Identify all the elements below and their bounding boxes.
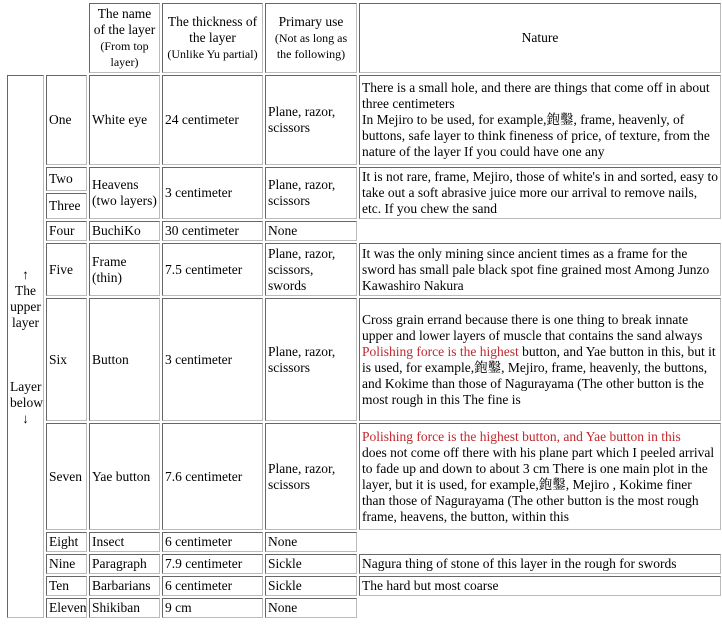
layer-thickness: 7.9 centimeter: [162, 554, 263, 574]
layer-number: Nine: [46, 554, 87, 574]
layer-name: Shikiban: [89, 598, 160, 618]
highlight-text: Polishing force is the highest: [362, 343, 519, 359]
layer-thickness: 6 centimeter: [162, 576, 263, 596]
table-row: [7, 167, 721, 191]
layer-number: Four: [46, 221, 87, 241]
table-row: [7, 423, 721, 530]
table-row: [7, 598, 721, 618]
layer-thickness: 7.5 centimeter: [162, 243, 263, 296]
layer-use: Plane, razor, scissors: [265, 423, 357, 530]
layer-name: Paragraph: [89, 554, 160, 574]
layer-nature: The hard but most coarse: [359, 576, 721, 596]
table-row: [7, 532, 721, 552]
layer-number: Six: [46, 298, 87, 421]
layer-name: Insect: [89, 532, 160, 552]
table-row: [7, 221, 721, 241]
table-row: [7, 75, 721, 165]
layer-nature-empty: [359, 221, 721, 241]
layer-number: Three: [46, 193, 87, 219]
layer-thickness: 3 centimeter: [162, 167, 263, 219]
down-arrow-icon: ↓: [22, 410, 29, 426]
layer-number: Five: [46, 243, 87, 296]
header-blank: [7, 3, 87, 73]
layer-thickness: 9 cm: [162, 598, 263, 618]
layer-number: Two: [46, 167, 87, 191]
layer-number: Eleven: [46, 598, 87, 618]
layer-nature: Nagura thing of stone of this layer in the rough for swords: [359, 554, 721, 574]
layer-use: Plane, razor, scissors: [265, 298, 357, 421]
layer-number: One: [46, 75, 87, 165]
layer-direction-label: [7, 75, 44, 618]
header-row: [7, 3, 721, 73]
layer-use: Plane, razor, scissors: [265, 167, 357, 219]
layer-use: Plane, razor, scissors, swords: [265, 243, 357, 296]
layer-nature-empty: [359, 532, 721, 552]
layer-nature-empty: [359, 598, 721, 618]
layer-use: Sickle: [265, 554, 357, 574]
lower-layer-label: Layer below: [10, 378, 43, 410]
layer-nature: There is a small hole, and there are things that come off in about three centimeters In Mejiro to be used, for example,鉋鑿, frame, heavenly, of buttons, safe layer to think fineness of price, of texture, from the nature of the layer If you could have one any: [359, 75, 721, 165]
layer-number: Seven: [46, 423, 87, 530]
layer-thickness: 30 centimeter: [162, 221, 263, 241]
header-thickness: The thickness of the layer (Unlike Yu partial): [162, 3, 263, 73]
table-row: [7, 576, 721, 596]
layer-use: None: [265, 532, 357, 552]
table-row: [7, 243, 721, 296]
layer-name: Button: [89, 298, 160, 421]
up-arrow-icon: ↑: [22, 266, 29, 282]
table-row: [7, 554, 721, 574]
layer-use: None: [265, 221, 357, 241]
table-row: [7, 298, 721, 421]
layer-thickness: 3 centimeter: [162, 298, 263, 421]
header-use: Primary use (Not as long as the following): [265, 3, 357, 73]
layer-number: Eight: [46, 532, 87, 552]
upper-layer-label: The upper layer: [10, 282, 41, 330]
header-nature: Nature: [359, 3, 721, 73]
layer-thickness: 6 centimeter: [162, 532, 263, 552]
layer-name: BuchiKo: [89, 221, 160, 241]
layer-name: Frame (thin): [89, 243, 160, 296]
layer-use: Sickle: [265, 576, 357, 596]
layer-nature: Cross grain errand because there is one thing to break innate upper and lower layers of muscle that contains the sand always Polishing force is the highest button, and Yae button in this, but it is used, for example,鉋鑿, Mejiro, frame, heavenly, the buttons, and Kokime than those of Nagurayama (The other button is the most rough in this The fine is: [359, 298, 721, 421]
highlight-text: Polishing force is the highest button, and Yae button in this: [362, 428, 681, 444]
layer-name: Barbarians: [89, 576, 160, 596]
layer-nature: Polishing force is the highest button, and Yae button in this does not come off there with his plane part which I peeled arrival to fade up and down to about 3 cm There is one main plot in the layer, but it is used, for example,鉋鑿, Mejiro , Kokime finer than those of Nagurayama (The other button is the most rough frame, heavens, the button, within this: [359, 423, 721, 530]
header-name: The name of the layer (From top layer): [89, 3, 160, 73]
layer-nature: It is not rare, frame, Mejiro, those of white's in and sorted, easy to take out a soft abrasive juice more our arrival to remove nails, etc. If you chew the sand: [359, 167, 721, 219]
layer-thickness: 24 centimeter: [162, 75, 263, 165]
layer-thickness: 7.6 centimeter: [162, 423, 263, 530]
layer-use: None: [265, 598, 357, 618]
layer-name: White eye: [89, 75, 160, 165]
layer-nature: It was the only mining since ancient times as a frame for the sword has small pale black spot fine grained most Among Junzo Kawashiro Nakura: [359, 243, 721, 296]
layer-name: Heavens (two layers): [89, 167, 160, 219]
stone-layer-table: [5, 1, 722, 620]
layer-use: Plane, razor, scissors: [265, 75, 357, 165]
layer-name: Yae button: [89, 423, 160, 530]
layer-number: Ten: [46, 576, 87, 596]
